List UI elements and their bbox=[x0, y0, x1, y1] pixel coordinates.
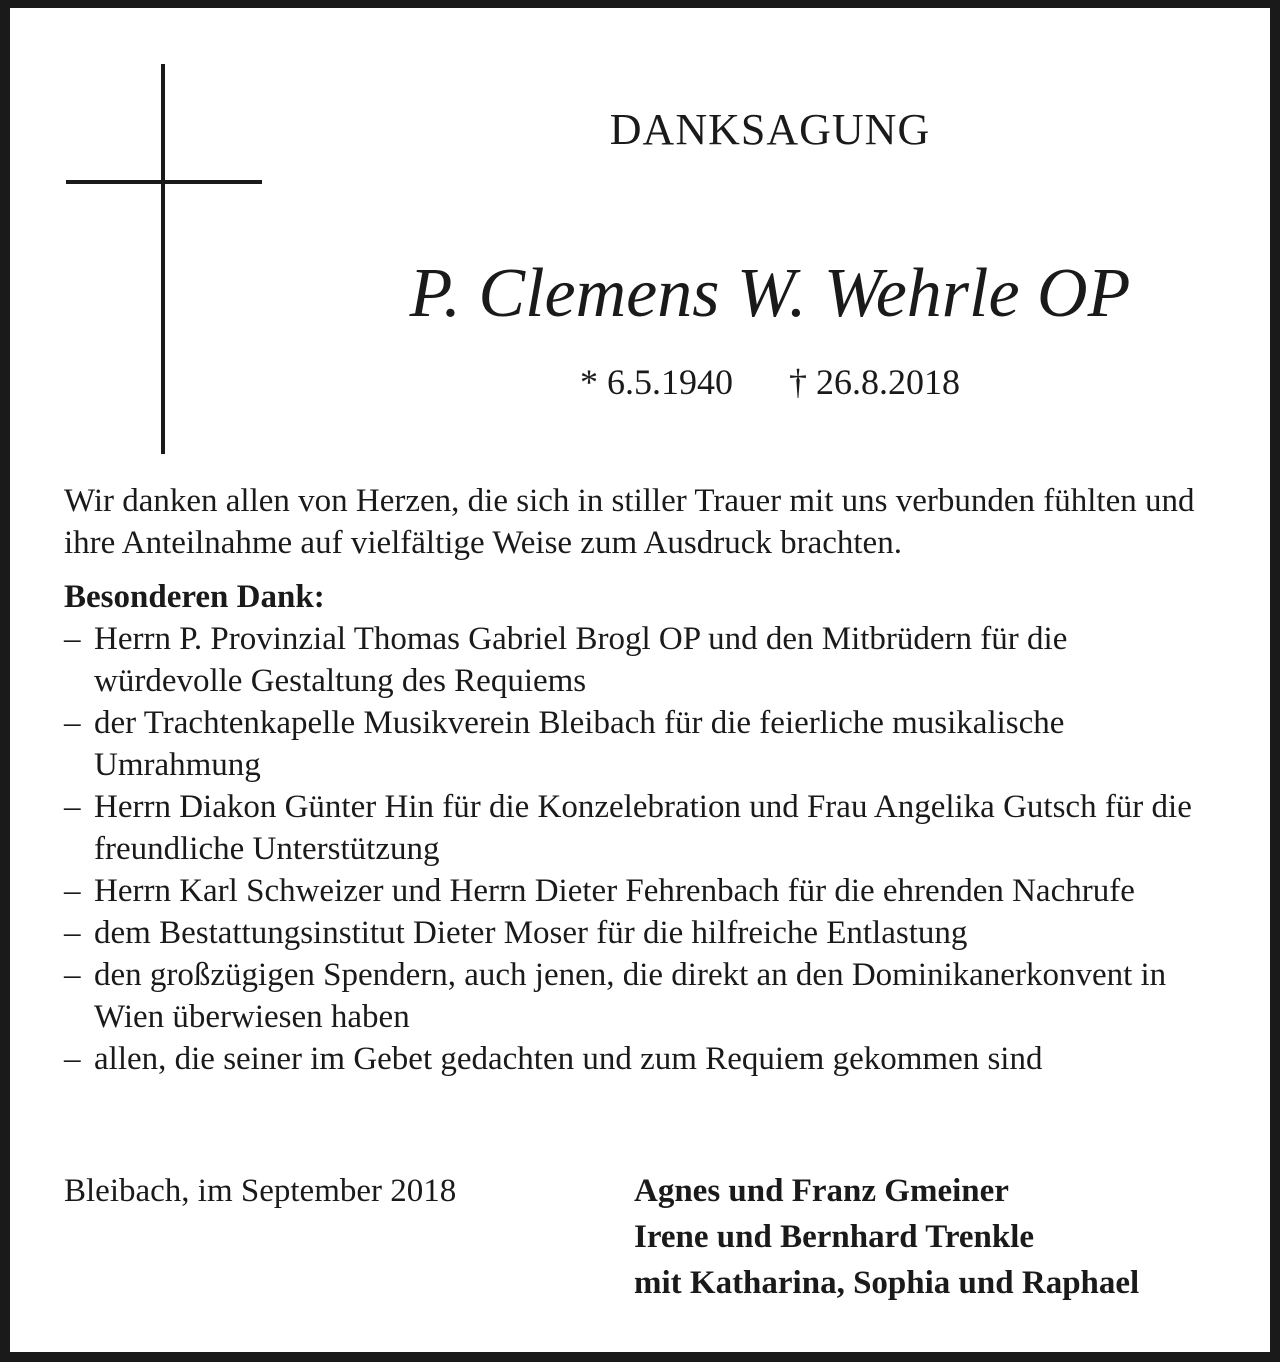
thanks-item bbox=[64, 702, 1224, 786]
notice-body bbox=[64, 480, 1224, 1080]
dash: – bbox=[64, 1041, 81, 1077]
place-and-date: Bleibach, im September 2018 bbox=[64, 1173, 457, 1209]
dash: – bbox=[64, 705, 81, 741]
thanks-item-text: Herrn P. Provinzial Thomas Gabriel Brogl OP und den Mitbrüdern für die würdevolle Gestaltung des Requiems bbox=[94, 621, 1068, 699]
cross-icon-horizontal-bar bbox=[66, 180, 262, 184]
thanks-item bbox=[64, 954, 1224, 1038]
thanks-item-text: dem Bestattungsinstitut Dieter Moser für die hilfreiche Entlastung bbox=[94, 915, 968, 951]
thanks-item bbox=[64, 618, 1224, 702]
birth-date: * 6.5.1940 bbox=[580, 362, 733, 402]
signer-line: Agnes und Franz Gmeiner bbox=[634, 1173, 1009, 1209]
thanks-item bbox=[64, 912, 1224, 954]
thanks-item-text: allen, die seiner im Gebet gedachten und zum Requiem gekommen sind bbox=[94, 1041, 1043, 1077]
death-date: † 26.8.2018 bbox=[789, 362, 960, 402]
thanks-item-text: den großzügigen Spendern, auch jenen, die direkt an den Dominikanerkonvent in Wien überwiesen haben bbox=[94, 957, 1167, 1035]
signers bbox=[634, 1168, 1139, 1306]
thanks-item bbox=[64, 870, 1224, 912]
intro-text: Wir danken allen von Herzen, die sich in stiller Trauer mit uns verbunden fühlten und ihre Anteilnahme auf vielfältige Weise zum Ausdruck brachten. bbox=[64, 483, 1195, 561]
dash: – bbox=[64, 957, 81, 993]
thanks-item-text: Herrn Diakon Günter Hin für die Konzelebration und Frau Angelika Gutsch für die freundliche Unterstützung bbox=[94, 789, 1192, 867]
life-dates bbox=[440, 360, 1100, 404]
thanks-list bbox=[64, 618, 1224, 1080]
thanks-item-text: Herrn Karl Schweizer und Herrn Dieter Fehrenbach für die ehrenden Nachrufe bbox=[94, 873, 1135, 909]
dash: – bbox=[64, 915, 81, 951]
dash: – bbox=[64, 621, 81, 657]
dash: – bbox=[64, 873, 81, 909]
heading: DANKSAGUNG bbox=[609, 105, 931, 154]
thanks-item bbox=[64, 786, 1224, 870]
dash: – bbox=[64, 789, 81, 825]
signer-line: Irene und Bernhard Trenkle bbox=[634, 1219, 1035, 1255]
thanks-item bbox=[64, 1038, 1224, 1080]
cross-icon-vertical-bar bbox=[161, 64, 165, 454]
deceased-name: P. Clemens W. Wehrle OP bbox=[409, 255, 1131, 332]
signer-line: mit Katharina, Sophia und Raphael bbox=[634, 1265, 1140, 1301]
thanks-title: Besonderen Dank: bbox=[64, 579, 325, 615]
thanks-item-text: der Trachtenkapelle Musikverein Bleibach für die feierliche musikalische Umrahmung bbox=[94, 705, 1065, 783]
